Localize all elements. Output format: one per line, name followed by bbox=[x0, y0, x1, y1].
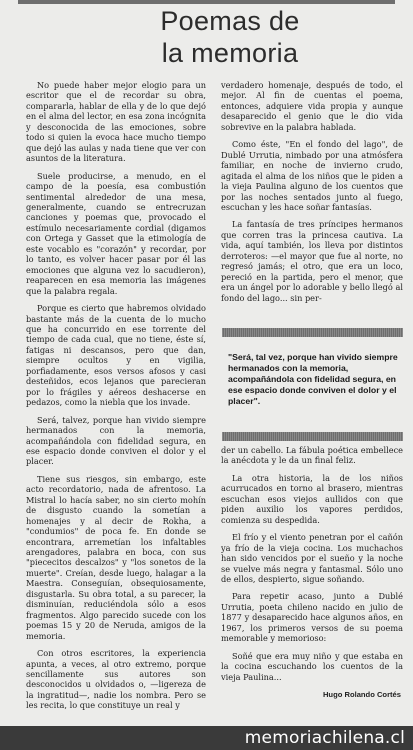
paragraph: La otra historia, la de los niños acurrucados en torno al brasero, mientras escuchan esos viejos aullidos con que piden auxilio los vapores perdidos, comienza su despedida. bbox=[221, 472, 403, 525]
paragraph: Con otros escritores, la experiencia apunta, a veces, al otro extremo, porque sencillamente sus autores son desconocidos u olvidados o, —ligereza de la ingratitud—, nadie los nombra. Pero se les recita, lo que constituye un real y bbox=[26, 648, 206, 711]
paragraph: Suele producirse, a menudo, en el campo de la poesía, esa combustión sentimental alrededor de una mesa, generalmente, cuando se entrecruzan canciones y poemas que, provocado el estímulo necesariamente cordial (digamos con Ortega y Gasset que la etimología de este vocablo es "corazón" y recordar, por lo tanto, es volver hacer pasar por él las emociones que alguna vez lo sacudieron), reaparecen en esa memoria las imágenes que la palabra regala. bbox=[26, 170, 206, 296]
paragraph: verdadero homenaje, después de todo, el mejor. Al fin de cuentas el poema, entonces, adquiere vida propia y aunque desaparecido el genio que le dio vida sobrevive en la palabra hablada. bbox=[221, 80, 403, 132]
paragraph: Para repetir acaso, junto a Dublé Urrutia, poeta chileno nacido en julio de 1877 y desaparecido hace algunos años, en 1967, los primeros versos de su poema memorable y memorioso: bbox=[221, 591, 403, 644]
paragraph: Como éste, "En el fondo del lago", de Dublé Urrutia, nimbado por una atmósfera familiar, en noche de invierno crudo, agitada el alma de los niños que le piden a la vieja Paulina alguno de los cuentos que por las noches sentados junto al fuego, escuchan y les hace soñar fantasías. bbox=[221, 139, 403, 212]
quote-bar-bottom bbox=[222, 432, 403, 441]
quote-bar-top bbox=[222, 328, 403, 337]
paragraph: Tiene sus riesgos, sin embargo, este acto recordatorio, nada de afrentoso. La Mistral lo hacía saber, no sin cierto mohín de disgusto cuando la sometían a homenajes y al decir de Rokha, a "condumios" de poca fe. En donde se encontrara, arremetían los infaltables arengadores, palabra en boca, con sus "piececitos descalzos" y "los sonetos de la muerte". Creían, desde luego, halagar a la Maestra. Conseguían, obsequiosamente, disgustarla. Su obra total, a su parecer, la disminuían, reduciéndola sólo a esos fragmentos. Algo parecido sucede con los poemas 15 y 20 de Neruda, amigos de la memoria. bbox=[26, 473, 206, 641]
paragraph: El frío y el viento penetran por el cañón ya frío de la vieja cocina. Los muchachos han sido vencidos por el sueño y la noche se vuelve más negra y fantasmal. Sólo uno de ellos, despierto, sigue soñando. bbox=[221, 532, 403, 584]
paragraph: No puede haber mejor elogio para un escritor que el de recordar su obra, compararla, hablar de ella y de lo que dejó en el alma del lector, en esa zona incógnita y desconocida de las emociones, sobre todo si quien la evoca hace mucho tiempo que dejó las aulas y nada tiene que ver con asuntos de la literatura. bbox=[26, 80, 206, 164]
paragraph: Será, talvez, porque han vivido siempre hermanados con la memoria, acompañándola con fidelidad segura, en ese espacio donde conviven el dolor y el placer. bbox=[26, 414, 206, 467]
pull-quote: "Será, tal vez, porque han vivido siempre hermanados con la memoria, acompañándola con fidelidad segura, en ese espacio donde conviven el dolor y el placer". bbox=[228, 352, 398, 406]
watermark[interactable]: memoriachilena.cl bbox=[244, 728, 405, 748]
right-column-bottom bbox=[221, 445, 403, 689]
pull-quote-box bbox=[222, 328, 403, 443]
paragraph: der un cabello. La fábula poética embellece la anécdota y le da un final feliz. bbox=[221, 445, 403, 466]
author-signature: Hugo Rolando Cortés bbox=[322, 690, 401, 699]
paragraph: Porque es cierto que habremos olvidado bastante más de la cuenta de lo mucho que ha concurrido en ese torrente del tiempo de cada cual, que no tiene, éste sí, fatigas ni descansos, pero que dan, siempre ocultos y en vigilia, porfiadamente, esos versos afosos y casi desteñidos, ecos lejanos que parecieran por lo frágiles y aéreos deshacerse en pedazos, como la niebla que los invade. bbox=[26, 303, 206, 408]
left-column bbox=[26, 80, 206, 718]
footer-bar bbox=[0, 726, 413, 750]
paragraph: Soñé que era muy niño y que estaba en la cocina escuchando los cuentos de la vieja Paulina... bbox=[221, 650, 403, 682]
article-title-line-1: Poemas de bbox=[160, 6, 300, 36]
article-title-line-2: la memoria bbox=[161, 38, 299, 68]
right-column-top bbox=[221, 80, 403, 310]
top-rule bbox=[18, 0, 395, 4]
paragraph: La fantasía de tres príncipes hermanos que corren tras la princesa cautiva. La vida, aquí también, los lleva por distintos derroteros: —el mayor que fue al norte, no regresó jamás; el otro, que era un loco, pereció en la partida, pero el menor, que era un ángel por lo adorable y bello llegó al fondo del lago... sin per- bbox=[221, 219, 403, 303]
